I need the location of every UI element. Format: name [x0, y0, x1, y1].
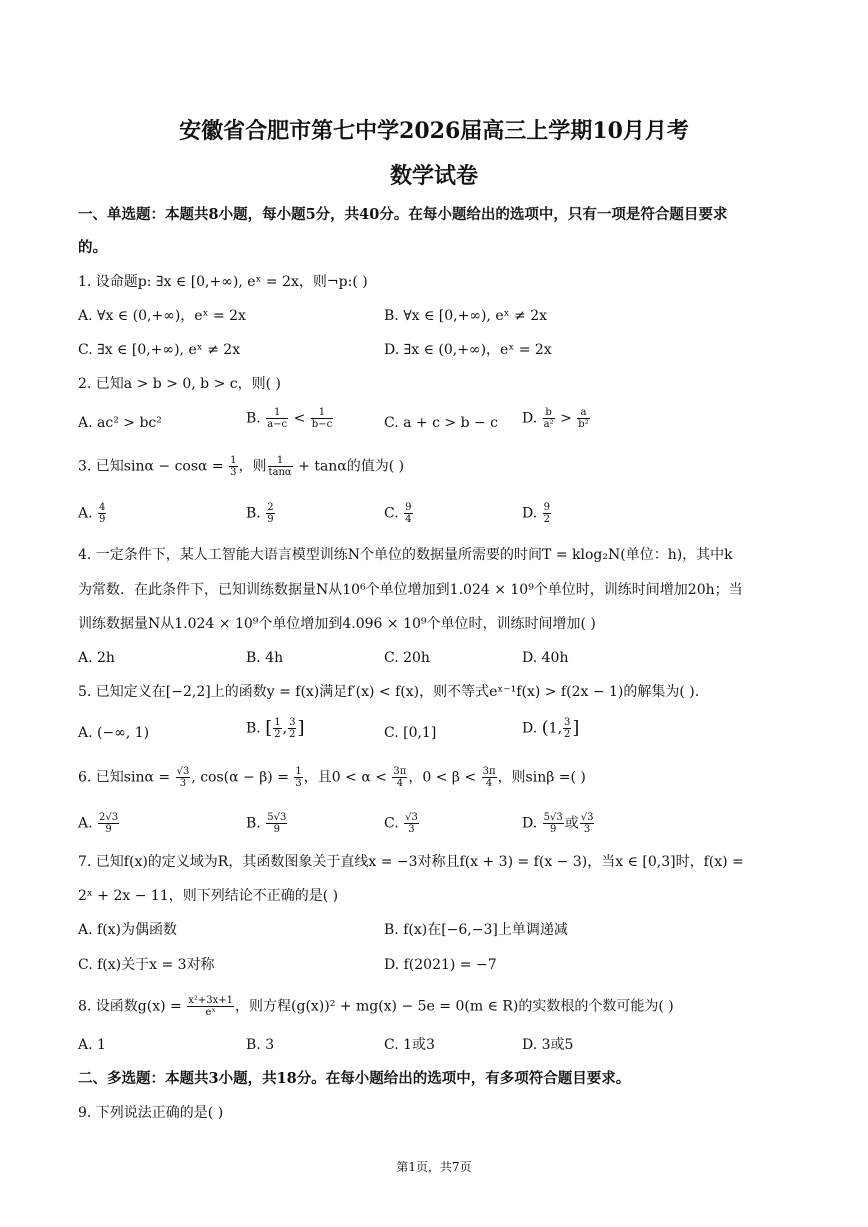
fraction: $\frac{3}{2}$	[564, 717, 571, 740]
q2-option-b: B. $\frac{1}{a-c}$ < $\frac{1}{b-c}$	[246, 407, 333, 430]
q5-option-b: B. [ $\frac{1}{2}$ , $\frac{3}{2}$ ]	[246, 717, 305, 740]
q7-stem-line2: 2ˣ + 2x − 11，则下列结论不正确的是( )	[78, 888, 339, 904]
section1-heading-line2: 的。	[78, 239, 107, 256]
q9-stem: 9. 下列说法正确的是( )	[78, 1105, 224, 1121]
q5-stem: 5. 已知定义在[−2,2]上的函数y = f(x)满足f′(x) < f(x)，则不等式eˣ⁻¹f(x) > f(2x − 1)的解集为( ).	[78, 684, 700, 700]
fraction: $\frac{9}{2}$	[543, 502, 551, 525]
q7-option-d: D. f(2021) = −7	[384, 957, 497, 973]
fraction: $\frac{b}{\text{a²}}$	[543, 407, 554, 430]
fraction: $\frac{1}{3}$	[230, 455, 237, 478]
q3-option-d: D. $\frac{9}{2}$	[522, 502, 551, 525]
q1-option-b: B. ∀x ∈ [0,+∞), eˣ ≠ 2x	[384, 308, 548, 324]
q8-stem: 8. 设函数g(x) = $\frac{\text{x²+3x+1}}{\text{eˣ}}$ ，则方程(g(x))² + mg(x) − 5e = 0(m ∈ R)的实数根的个数可能为( )	[78, 995, 674, 1018]
fraction: $\frac{5√3}{9}$	[267, 812, 287, 835]
q6-option-d: D. $\frac{5√3}{9}$ 或 $\frac{√3}{3}$	[522, 812, 594, 835]
fraction: $\frac{9}{4}$	[405, 502, 412, 525]
q6-option-b: B. $\frac{5√3}{9}$	[246, 812, 287, 835]
fraction: $\frac{1}{\tan\alpha}$	[268, 455, 292, 478]
fraction: $\frac{3\pi}{4}$	[482, 766, 496, 789]
q1-stem: 1. 设命题p: ∃x ∈ [0,+∞), eˣ = 2x，则¬p:( )	[78, 274, 368, 290]
q7-option-b: B. f(x)在[−6,−3]上单调递减	[384, 922, 568, 938]
q8-option-c: C. 1或3	[384, 1037, 435, 1053]
q3-stem: 3. 已知sinα − cosα = $\frac{1}{3}$ ，则 $\frac{1}{\tan\alpha}$ + tanα的值为( )	[78, 455, 405, 478]
exam-title: 安徽省合肥市第七中学2026届高三上学期10月月考	[179, 118, 689, 144]
q4-option-b: B. 4h	[246, 650, 284, 666]
fraction: $\frac{2√3}{9}$	[99, 812, 119, 835]
fraction: $\frac{5√3}{9}$	[543, 812, 563, 835]
q8-option-d: D. 3或5	[522, 1037, 574, 1053]
q5-option-a: A. (−∞, 1)	[78, 725, 150, 741]
fraction: $\frac{1}{2}$	[274, 717, 281, 740]
q4-option-a: A. 2h	[78, 650, 115, 666]
q3-option-a: A. $\frac{4}{9}$	[78, 502, 106, 525]
q2-option-d: D. $\frac{b}{\text{a²}}$ > $\frac{a}{\text{b²}}$	[522, 407, 589, 430]
q1-option-d: D. ∃x ∈ (0,+∞)，eˣ = 2x	[384, 342, 552, 358]
page-footer: 第1页，共7页	[396, 1160, 472, 1174]
q2-option-a: A. ac² > bc²	[78, 415, 162, 431]
fraction: $\frac{√3}{3}$	[405, 812, 418, 835]
fraction: $\frac{3\pi}{4}$	[393, 766, 407, 789]
section2-heading: 二、多选题：本题共3小题，共18分。在每小题给出的选项中，有多项符合题目要求。	[78, 1070, 631, 1087]
q8-option-b: B. 3	[246, 1037, 275, 1053]
fraction: $\frac{1}{3}$	[295, 766, 302, 789]
fraction: $\frac{2}{9}$	[267, 502, 274, 525]
fraction: $\frac{1}{a-c}$	[267, 407, 288, 430]
q6-option-c: C. $\frac{√3}{3}$	[384, 812, 418, 835]
q4-stem-line2: 为常数．在此条件下，已知训练数据量N从10⁶个单位增加到1.024 × 10⁹个单位时，训练时间增加20h；当	[78, 582, 743, 598]
q2-option-c: C. a + c > b − c	[384, 415, 498, 431]
q3-option-c: C. $\frac{9}{4}$	[384, 502, 412, 525]
q1-option-c: C. ∃x ∈ [0,+∞), eˣ ≠ 2x	[78, 342, 241, 358]
q5-option-d: D. (1, $\frac{3}{2}$ ]	[522, 717, 580, 740]
fraction: $\frac{4}{9}$	[99, 502, 106, 525]
q4-option-c: C. 20h	[384, 650, 430, 666]
q4-stem-line1: 4. 一定条件下，某人工智能大语言模型训练N个单位的数据量所需要的时间T = klog₂N(单位：h)，其中k	[78, 547, 733, 563]
q2-stem: 2. 已知a > b > 0, b > c，则( )	[78, 376, 281, 392]
q6-stem: 6. 已知sinα = $\frac{√3}{3}$ , cos(α − β) = $\frac{1}{3}$ ，且0 < α < $\frac{3\pi}{4}$ ，0 < β < $\frac{3\pi}{4}$ ，则sinβ =( )	[78, 766, 586, 789]
q8-option-a: A. 1	[78, 1037, 106, 1053]
q7-option-c: C. f(x)关于x = 3对称	[78, 957, 215, 973]
section1-heading-line1: 一、单选题：本题共8小题，每小题5分，共40分。在每小题给出的选项中，只有一项是符合题目要求	[78, 206, 728, 223]
q4-stem-line3: 训练数据量N从1.024 × 10⁹个单位增加到4.096 × 10⁹个单位时，训练时间增加( )	[78, 616, 596, 632]
exam-subtitle: 数学试卷	[389, 163, 478, 189]
fraction: $\frac{3}{2}$	[289, 717, 296, 740]
fraction: $\frac{1}{b-c}$	[311, 407, 333, 430]
q7-stem-line1: 7. 已知f(x)的定义域为R，其函数图象关于直线x = −3对称且f(x + 3) = f(x − 3)，当x ∈ [0,3]时，f(x) =	[78, 854, 744, 870]
q4-option-d: D. 40h	[522, 650, 569, 666]
fraction: $\frac{√3}{3}$	[176, 766, 190, 789]
q1-option-a: A. ∀x ∈ (0,+∞)，eˣ = 2x	[78, 308, 246, 324]
q3-option-b: B. $\frac{2}{9}$	[246, 502, 274, 525]
q7-option-a: A. f(x)为偶函数	[78, 922, 178, 938]
q6-option-a: A. $\frac{2√3}{9}$	[78, 812, 119, 835]
fraction: $\frac{√3}{3}$	[580, 812, 594, 835]
fraction: $\frac{a}{\text{b²}}$	[578, 407, 589, 430]
fraction: $\frac{\text{x²+3x+1}}{\text{eˣ}}$	[188, 995, 234, 1018]
q5-option-c: C. [0,1]	[384, 725, 437, 741]
